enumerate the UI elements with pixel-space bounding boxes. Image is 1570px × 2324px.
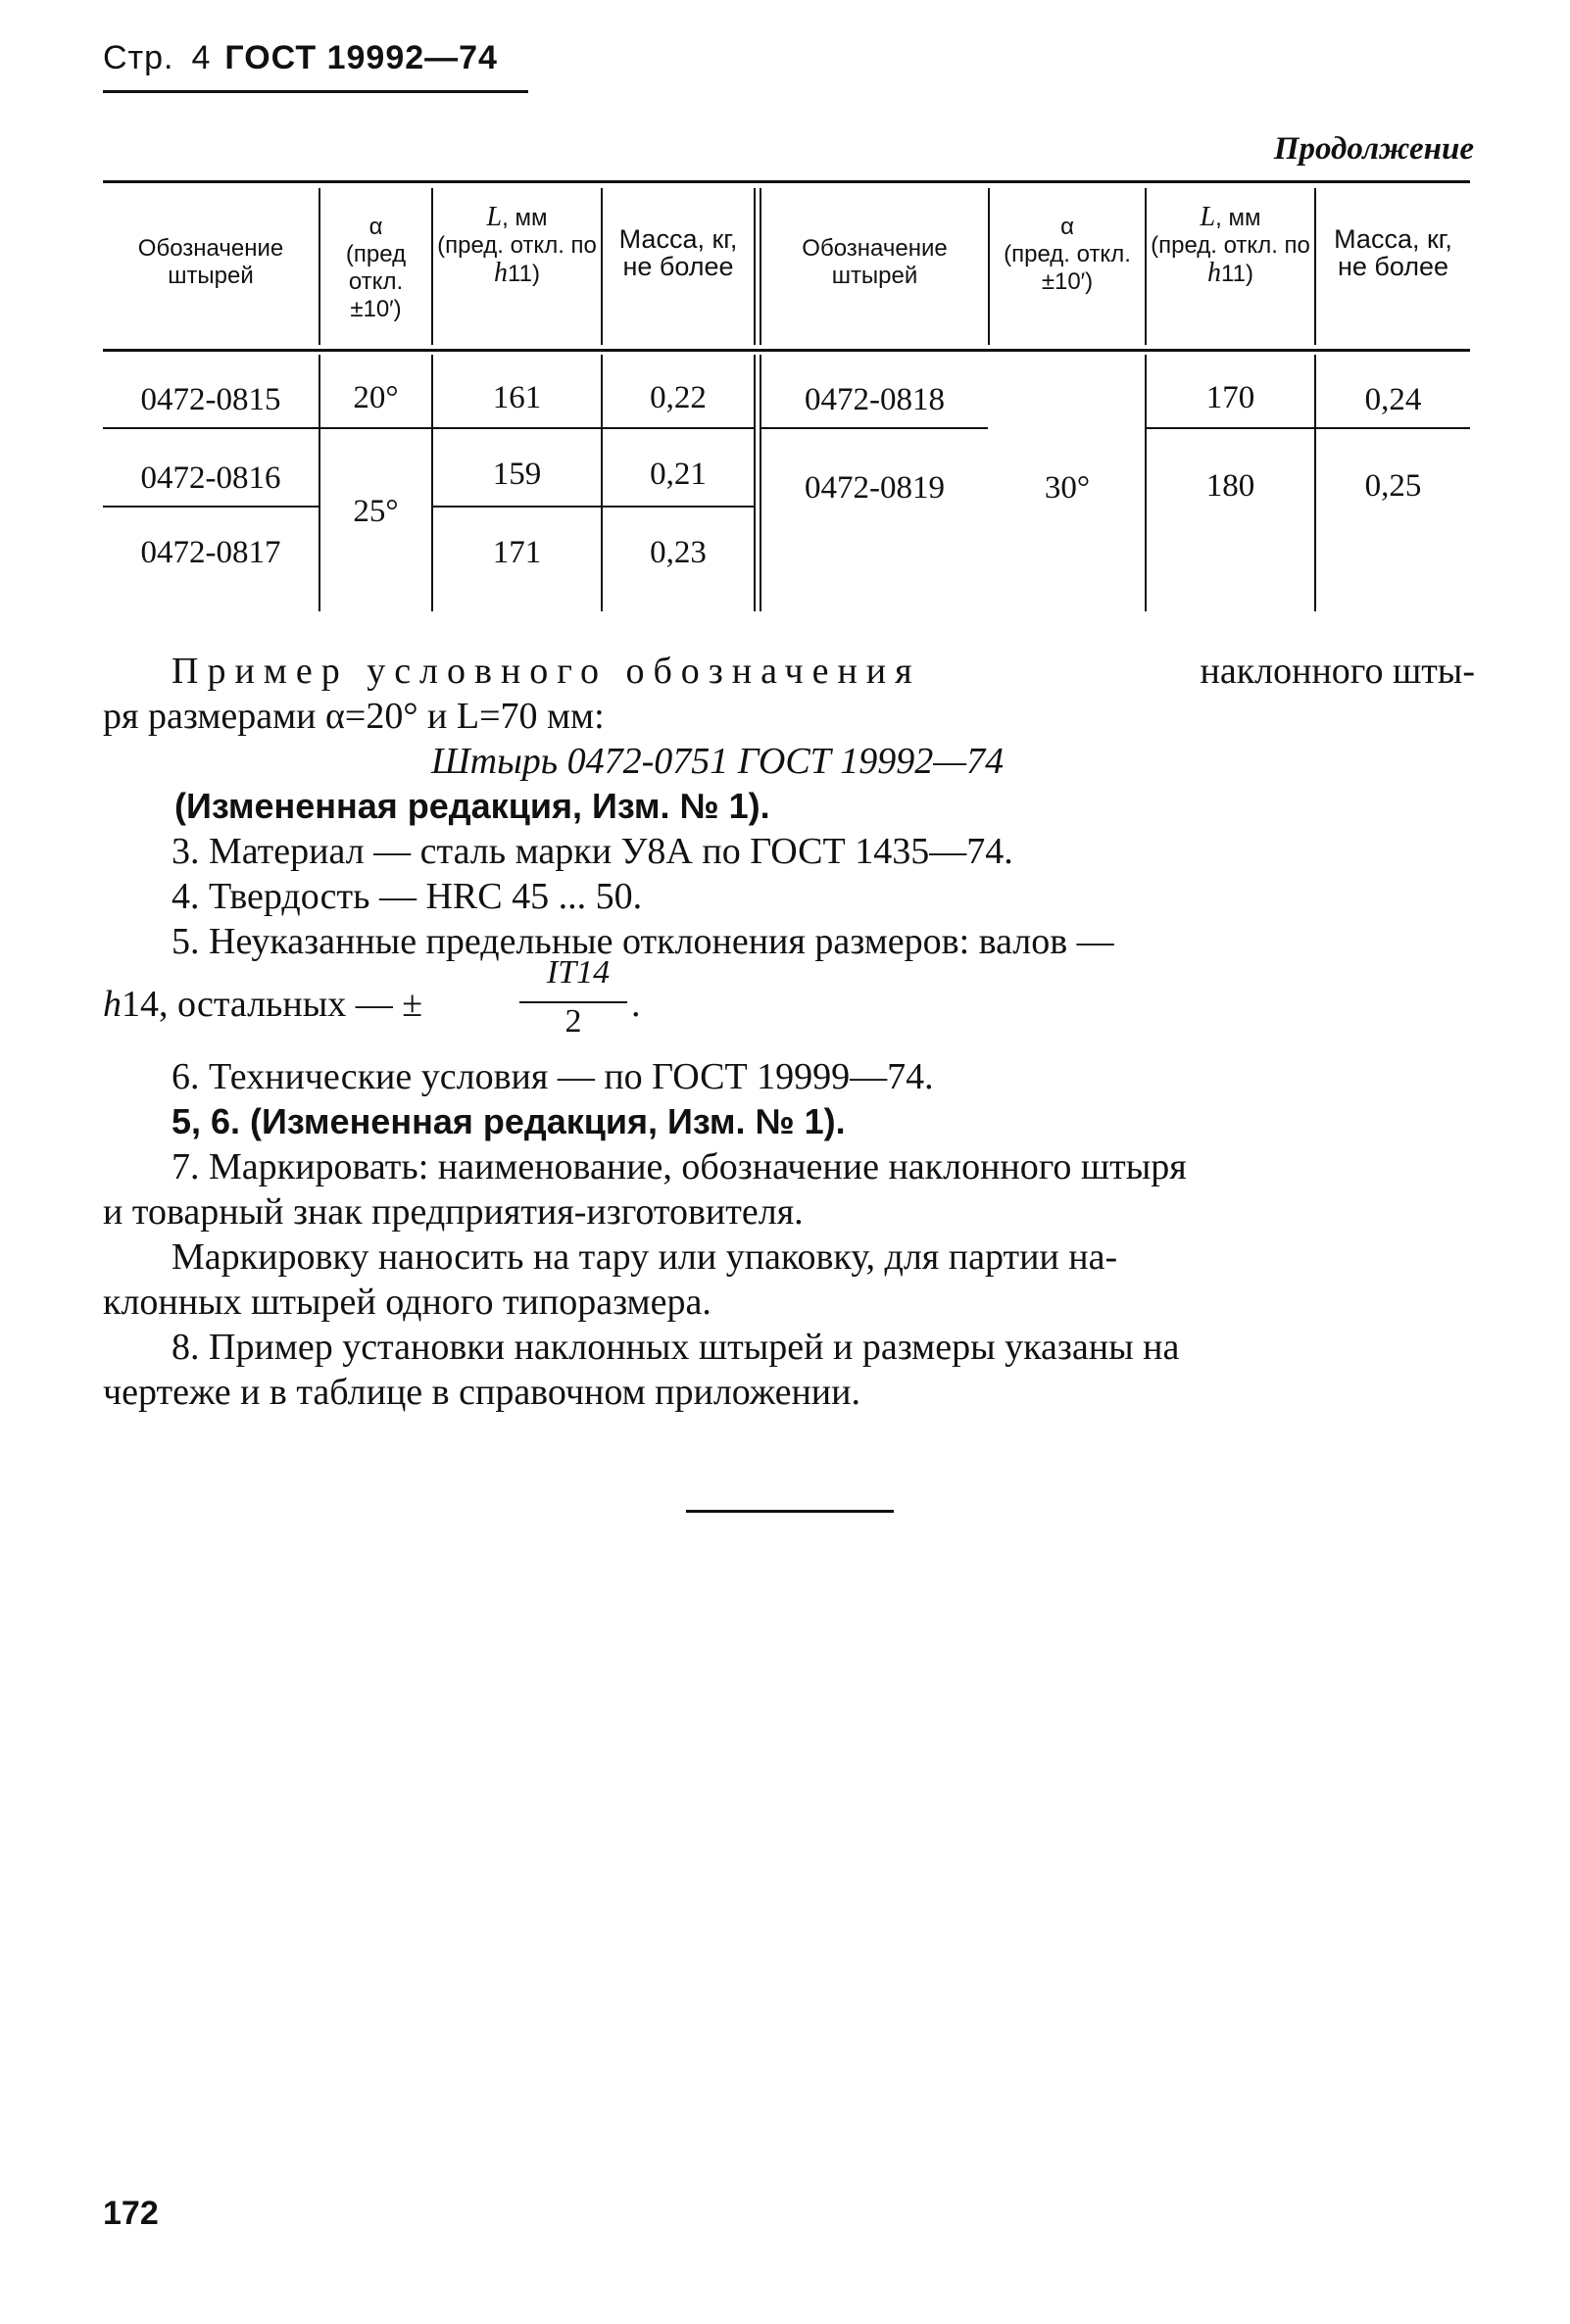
length-symbol: L bbox=[1200, 202, 1216, 232]
header-rule bbox=[103, 90, 528, 93]
item-7-line-1: 7. Маркировать: наименование, обозначение наклонного штыря bbox=[172, 1146, 1187, 1187]
length-symbol: L bbox=[486, 202, 503, 232]
length-note bbox=[1147, 232, 1314, 288]
page-no: 4 bbox=[191, 39, 212, 76]
fraction-numerator: IT14 bbox=[546, 954, 611, 991]
vline bbox=[754, 355, 756, 611]
row-rule bbox=[433, 506, 601, 508]
continuation-label: Продолжение bbox=[1273, 131, 1474, 167]
h-symbol: h bbox=[103, 984, 122, 1025]
row-rule bbox=[603, 427, 754, 429]
table-header-rule bbox=[103, 349, 1470, 352]
cell-alpha: 20° bbox=[353, 380, 399, 415]
row-rule bbox=[320, 427, 431, 429]
revision-note: (Измененная редакция, Изм. № 1). bbox=[174, 786, 770, 826]
cell-mass: 0,24 bbox=[1364, 382, 1422, 417]
item-5-end: . bbox=[631, 984, 641, 1025]
cell-mass: 0,21 bbox=[650, 457, 707, 492]
length-note-pre: (пред. откл. по bbox=[437, 232, 597, 259]
item-7-line-2: и товарный знак предприятия-изготовителя. bbox=[103, 1191, 804, 1233]
vline bbox=[754, 188, 756, 345]
length-title bbox=[1147, 204, 1314, 232]
header-mass: Масса, кг, не более bbox=[618, 224, 738, 281]
cell-mass: 0,22 bbox=[650, 380, 707, 415]
length-note-post: 11) bbox=[1221, 261, 1253, 287]
alpha-symbol: α bbox=[1060, 214, 1074, 240]
length-unit: , мм bbox=[502, 205, 548, 231]
row-rule bbox=[1316, 427, 1470, 429]
example-line-2: ря размерами α=20° и L=70 мм: bbox=[103, 696, 605, 737]
table-top-rule bbox=[103, 180, 1470, 183]
length-unit: , мм bbox=[1215, 205, 1261, 231]
example-spaced: Пример условного обозначения bbox=[172, 651, 921, 692]
length-note-post: 11) bbox=[508, 261, 540, 287]
cell-alpha: 25° bbox=[353, 494, 399, 529]
standard-title: ГОСТ 19992—74 bbox=[224, 39, 498, 76]
cell-designation: 0472-0815 bbox=[140, 382, 281, 417]
row-rule bbox=[103, 506, 319, 508]
length-note-h: h bbox=[1207, 258, 1222, 288]
item-5-line-1: 5. Неуказанные предельные отклонения размеров: валов — bbox=[172, 921, 1114, 962]
cell-mass: 0,25 bbox=[1364, 468, 1422, 504]
length-note-h: h bbox=[494, 258, 509, 288]
length-note bbox=[433, 232, 601, 288]
row-rule bbox=[433, 427, 601, 429]
header-designation-right: Обозначение штырей bbox=[802, 235, 948, 289]
specs-table bbox=[103, 180, 1470, 611]
cell-length: 180 bbox=[1205, 468, 1255, 504]
header-designation: Обозначение штырей bbox=[137, 235, 284, 289]
example-line-1 bbox=[172, 649, 1475, 694]
header-length-right bbox=[1147, 204, 1314, 288]
header-mass-right: Масса, кг, не более bbox=[1334, 224, 1452, 281]
header-alpha-right bbox=[990, 214, 1145, 296]
running-head bbox=[103, 39, 498, 77]
cell-designation: 0472-0816 bbox=[140, 460, 281, 496]
cell-length: 171 bbox=[492, 535, 542, 570]
example-rest: наклонного шты- bbox=[1200, 651, 1475, 692]
alpha-symbol: α bbox=[368, 214, 383, 240]
length-title bbox=[433, 204, 601, 232]
row-rule bbox=[761, 427, 988, 429]
header-alpha bbox=[320, 214, 431, 323]
cell-alpha: 30° bbox=[1044, 470, 1091, 506]
header-length bbox=[433, 204, 601, 288]
cell-length: 170 bbox=[1205, 380, 1255, 415]
cell-designation: 0472-0818 bbox=[805, 382, 945, 417]
row-rule bbox=[603, 506, 754, 508]
cell-designation: 0472-0819 bbox=[805, 470, 945, 506]
page-number: 172 bbox=[103, 2195, 159, 2232]
revision-note-5-6: 5, 6. (Измененная редакция, Изм. № 1). bbox=[172, 1101, 846, 1141]
example-designation: Штырь 0472-0751 ГОСТ 19992—74 bbox=[431, 741, 1005, 782]
cell-designation: 0472-0817 bbox=[140, 535, 281, 570]
alpha-tolerance: (пред. откл. ±10′) bbox=[1004, 241, 1131, 295]
cell-length: 159 bbox=[492, 457, 542, 492]
marking-line-1: Маркировку наносить на тару или упаковку, для партии на- bbox=[172, 1236, 1118, 1278]
marking-line-2: клонных штырей одного типоразмера. bbox=[103, 1282, 711, 1323]
row-rule bbox=[1147, 427, 1314, 429]
page-label: Стр. bbox=[103, 39, 174, 76]
item-3: 3. Материал — сталь марки У8А по ГОСТ 1435—74. bbox=[172, 831, 1013, 872]
end-rule bbox=[686, 1510, 894, 1513]
cell-mass: 0,23 bbox=[650, 535, 707, 570]
cell-length: 161 bbox=[492, 380, 542, 415]
item-8-line-2: чертеже и в таблице в справочном приложении. bbox=[103, 1372, 860, 1413]
item-4: 4. Твердость — HRC 45 ... 50. bbox=[172, 876, 643, 917]
item-5-rest: 14, остальных — ± bbox=[122, 984, 423, 1025]
row-rule bbox=[103, 427, 319, 429]
item-5-line-2 bbox=[103, 982, 1475, 1027]
length-note-pre: (пред. откл. по bbox=[1151, 232, 1310, 259]
alpha-tolerance: (пред откл. ±10′) bbox=[345, 241, 407, 322]
item-8-line-1: 8. Пример установки наклонных штырей и размеры указаны на bbox=[172, 1327, 1180, 1368]
fraction-denominator: 2 bbox=[564, 1003, 582, 1040]
item-6: 6. Технические условия — по ГОСТ 19999—74. bbox=[172, 1056, 934, 1097]
